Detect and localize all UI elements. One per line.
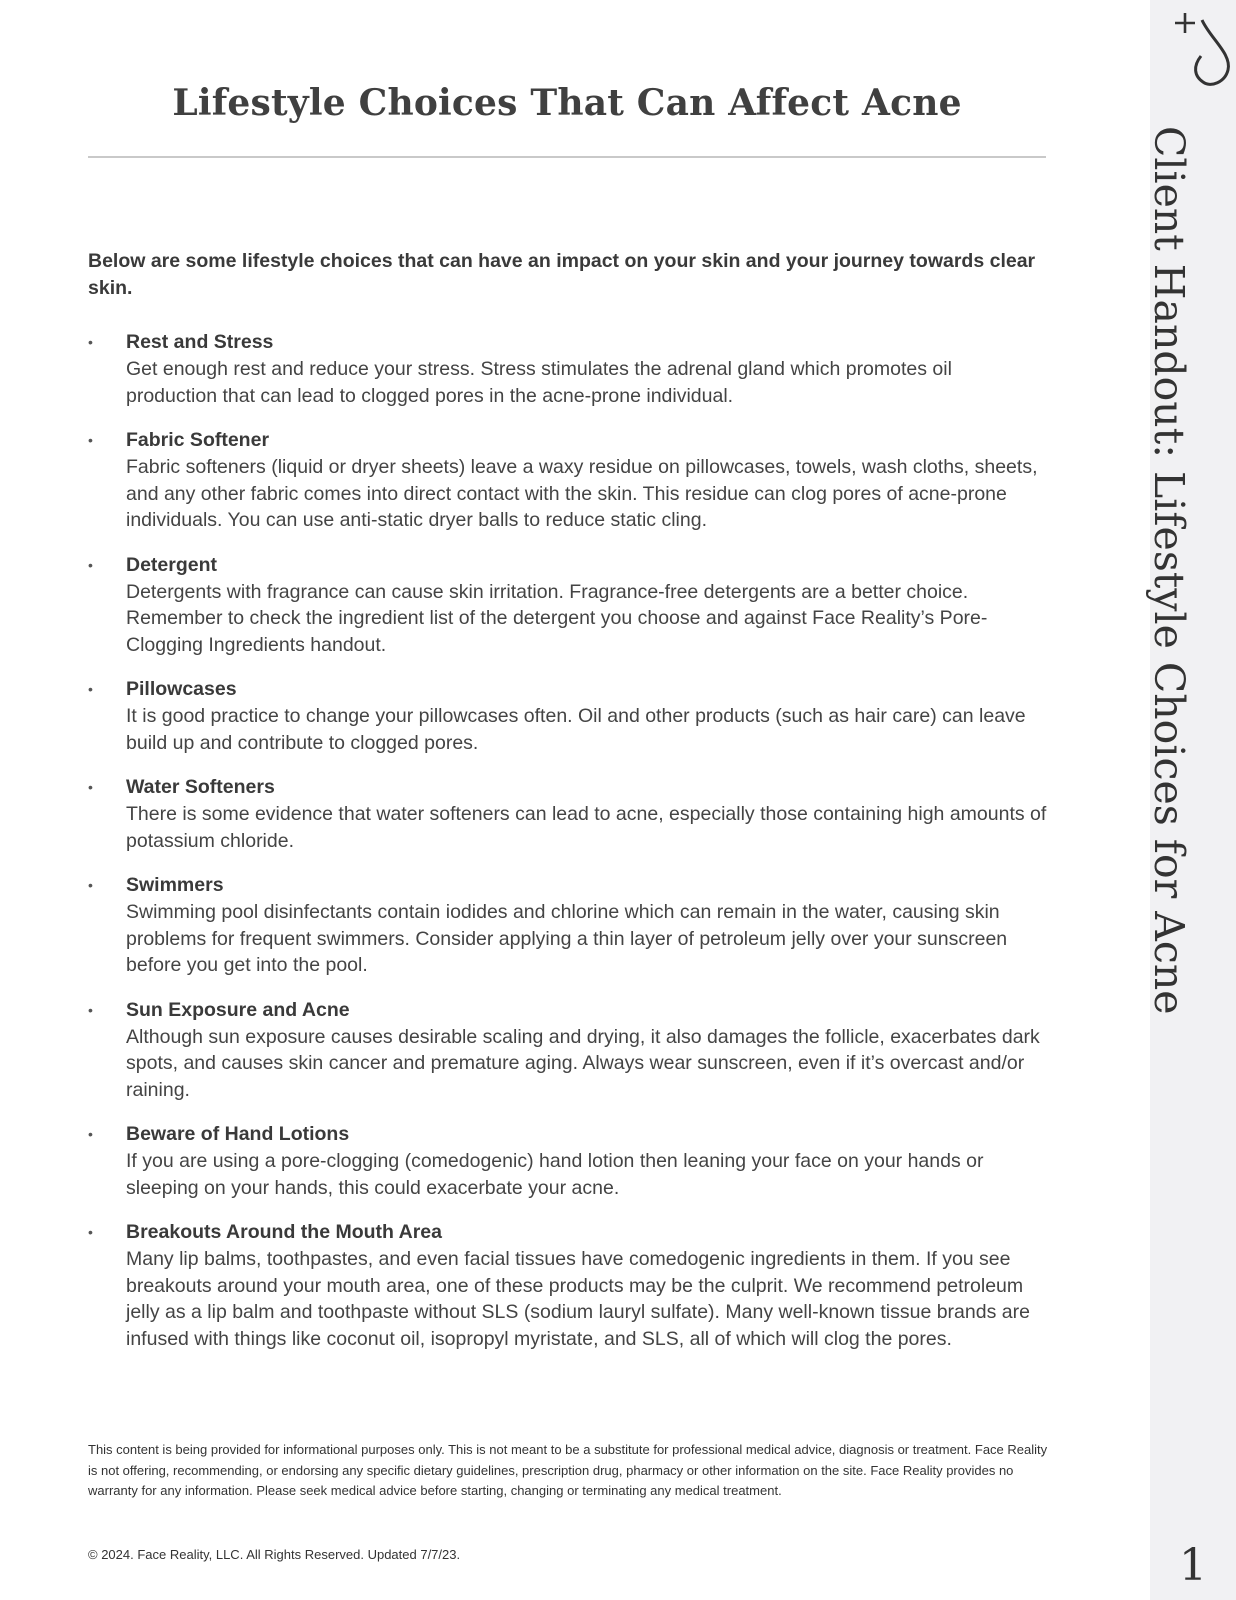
item-text: It is good practice to change your pillowcases often. Oil and other products (such as hair care) can leave build up and contribute to clogged pores. <box>126 705 1026 754</box>
list-item <box>88 774 1048 854</box>
item-title: Detergent <box>126 553 218 576</box>
bullet-icon: • <box>88 1224 93 1240</box>
bullet-icon: • <box>88 681 93 697</box>
bullet-icon: • <box>88 334 93 350</box>
list-item <box>88 329 1048 409</box>
drop-plus-icon <box>1172 6 1236 86</box>
bullet-icon: • <box>88 432 93 448</box>
disclaimer-text: This content is being provided for informational purposes only. This is not meant to be a substitute for professional medical advice, diagnosis or treatment. Face Reality is not offering, recommending, or endorsing any specific dietary guidelines, prescription drug, pharmacy or other information on the site. Face Reality provides no warranty for any information. Please seek medical advice before starting, changing or terminating any medical treatment. <box>88 1442 1048 1498</box>
item-title: Water Softeners <box>126 776 275 798</box>
list-item <box>88 427 1048 534</box>
list-item <box>88 552 1048 659</box>
item-text: Detergents with fragrance can cause skin irritation. Fragrance-free detergents are a better choice. Remember to check the ingredient list of the detergent you choose and against Face Reality’s Pore-Clogging Ingredients handout. <box>126 580 988 656</box>
item-title: Fabric Softener <box>126 429 270 451</box>
item-text: If you are using a pore-clogging (comedogenic) hand lotion then leaning your face on your hands or sleeping on your hands, this could exacerbate your acne. <box>126 1150 984 1199</box>
item-text: There is some evidence that water softeners can lead to acne, especially those containing high amounts of potassium chloride. <box>126 803 1047 852</box>
sidebar-title: Client Handout: Lifestyle Choices for Acne <box>1145 126 1193 1015</box>
list-item <box>88 872 1048 979</box>
page-title: Lifestyle Choices That Can Affect Acne <box>172 82 962 124</box>
item-title: Pillowcases <box>126 678 237 700</box>
list-item <box>88 1121 1048 1201</box>
intro-text: Below are some lifestyle choices that can have an impact on your skin and your journey towards clear skin. <box>88 250 1036 299</box>
item-title: Swimmers <box>126 874 224 896</box>
list-item <box>88 997 1048 1104</box>
item-text: Swimming pool disinfectants contain iodides and chlorine which can remain in the water, causing skin problems for frequent swimmers. Consider applying a thin layer of petroleum jelly over your sunscreen before you get into the pool. <box>126 901 1008 976</box>
item-title: Breakouts Around the Mouth Area <box>126 1221 442 1243</box>
page-number: 1 <box>1179 1540 1207 1591</box>
copyright-text: © 2024. Face Reality, LLC. All Rights Reserved. Updated 7/7/23. <box>88 1547 461 1562</box>
list-item <box>88 676 1048 756</box>
item-title: Sun Exposure and Acne <box>126 998 350 1021</box>
item-text: Many lip balms, toothpastes, and even facial tissues have comedogenic ingredients in them. If you see breakouts around your mouth area, one of these products may be the culprit. We recommend petroleum jelly as a lip balm and toothpaste without SLS (sodium lauryl sulfate). Many well-known tissue brands are infused with things like coconut oil, isopropyl myristate, and SLS, all of which will clog the pores. <box>126 1248 1030 1350</box>
bullet-icon: • <box>88 1001 93 1018</box>
item-text: Although sun exposure causes desirable scaling and drying, it also damages the follicle, exacerbates dark spots, and causes skin cancer and premature aging. Always wear sunscreen, even if it’s overcast and/or raining. <box>126 1025 1040 1101</box>
bullet-icon: • <box>88 556 93 573</box>
lifestyle-list <box>88 329 1048 1370</box>
bullet-icon: • <box>88 1126 93 1142</box>
item-text: Fabric softeners (liquid or dryer sheets) leave a waxy residue on pillowcases, towels, wash cloths, sheets, and any other fabric comes into direct contact with the skin. This residue can clog pores of acne-prone individuals. You can use anti-static dryer balls to reduce static cling. <box>126 456 1038 531</box>
bullet-icon: • <box>88 877 93 893</box>
item-text: Get enough rest and reduce your stress. Stress stimulates the adrenal gland which promotes oil production that can lead to clogged pores in the acne-prone individual. <box>126 358 952 407</box>
list-item <box>88 1219 1048 1352</box>
title-divider <box>88 156 1046 158</box>
item-title: Beware of Hand Lotions <box>126 1123 350 1145</box>
item-title: Rest and Stress <box>126 331 274 353</box>
bullet-icon: • <box>88 779 93 795</box>
